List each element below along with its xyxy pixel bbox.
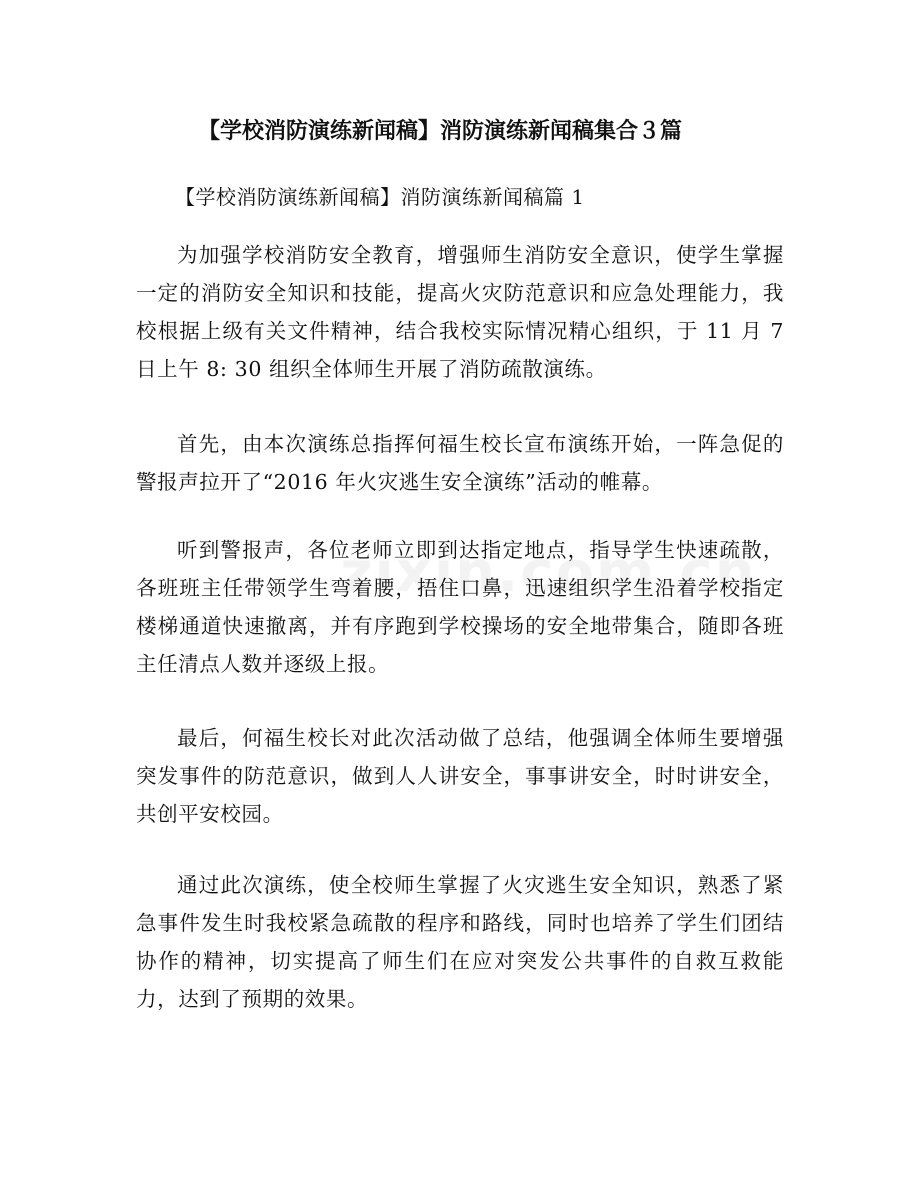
paragraph-5: 通过此次演练，使全校师生掌握了火灾逃生安全知识，熟悉了紧急事件发生时我校紧急疏散的程序和路线，同时也培养了学生们团结协作的精神，切实提高了师生们在应对突发公共事件的自救互救能力，达到了预期的效果。 [136, 873, 784, 1011]
section-heading: 【学校消防演练新闻稿】消防演练新闻稿篇 1 [175, 185, 585, 209]
document-title: 【学校消防演练新闻稿】消防演练新闻稿集合３篇 [197, 119, 682, 144]
paragraph-3: 听到警报声，各位老师立即到达指定地点，指导学生快速疏散，各班班主任带领学生弯着腰，捂住口鼻，迅速组织学生沿着学校指定楼梯通道快速撤离，并有序跑到学校操场的安全地带集合，随即各班主任清点人数并逐级上报。 [136, 538, 784, 676]
paragraph-2: 首先，由本次演练总指挥何福生校长宣布演练开始，一阵急促的警报声拉开了“2016 年火灾逃生安全演练”活动的帷幕。 [136, 432, 784, 494]
paragraph-1: 为加强学校消防安全教育，增强师生消防安全意识，使学生掌握一定的消防安全知识和技能，提高火灾防范意识和应急处理能力，我校根据上级有关文件精神，结合我校实际情况精心组织，于 11 月 7 日上午 8: 30 组织全体师生开展了消防疏散演练。 [136, 243, 784, 381]
paragraph-4: 最后，何福生校长对此次活动做了总结，他强调全体师生要增强突发事件的防范意识，做到人人讲安全，事事讲安全，时时讲安全，共创平安校园。 [136, 726, 784, 826]
